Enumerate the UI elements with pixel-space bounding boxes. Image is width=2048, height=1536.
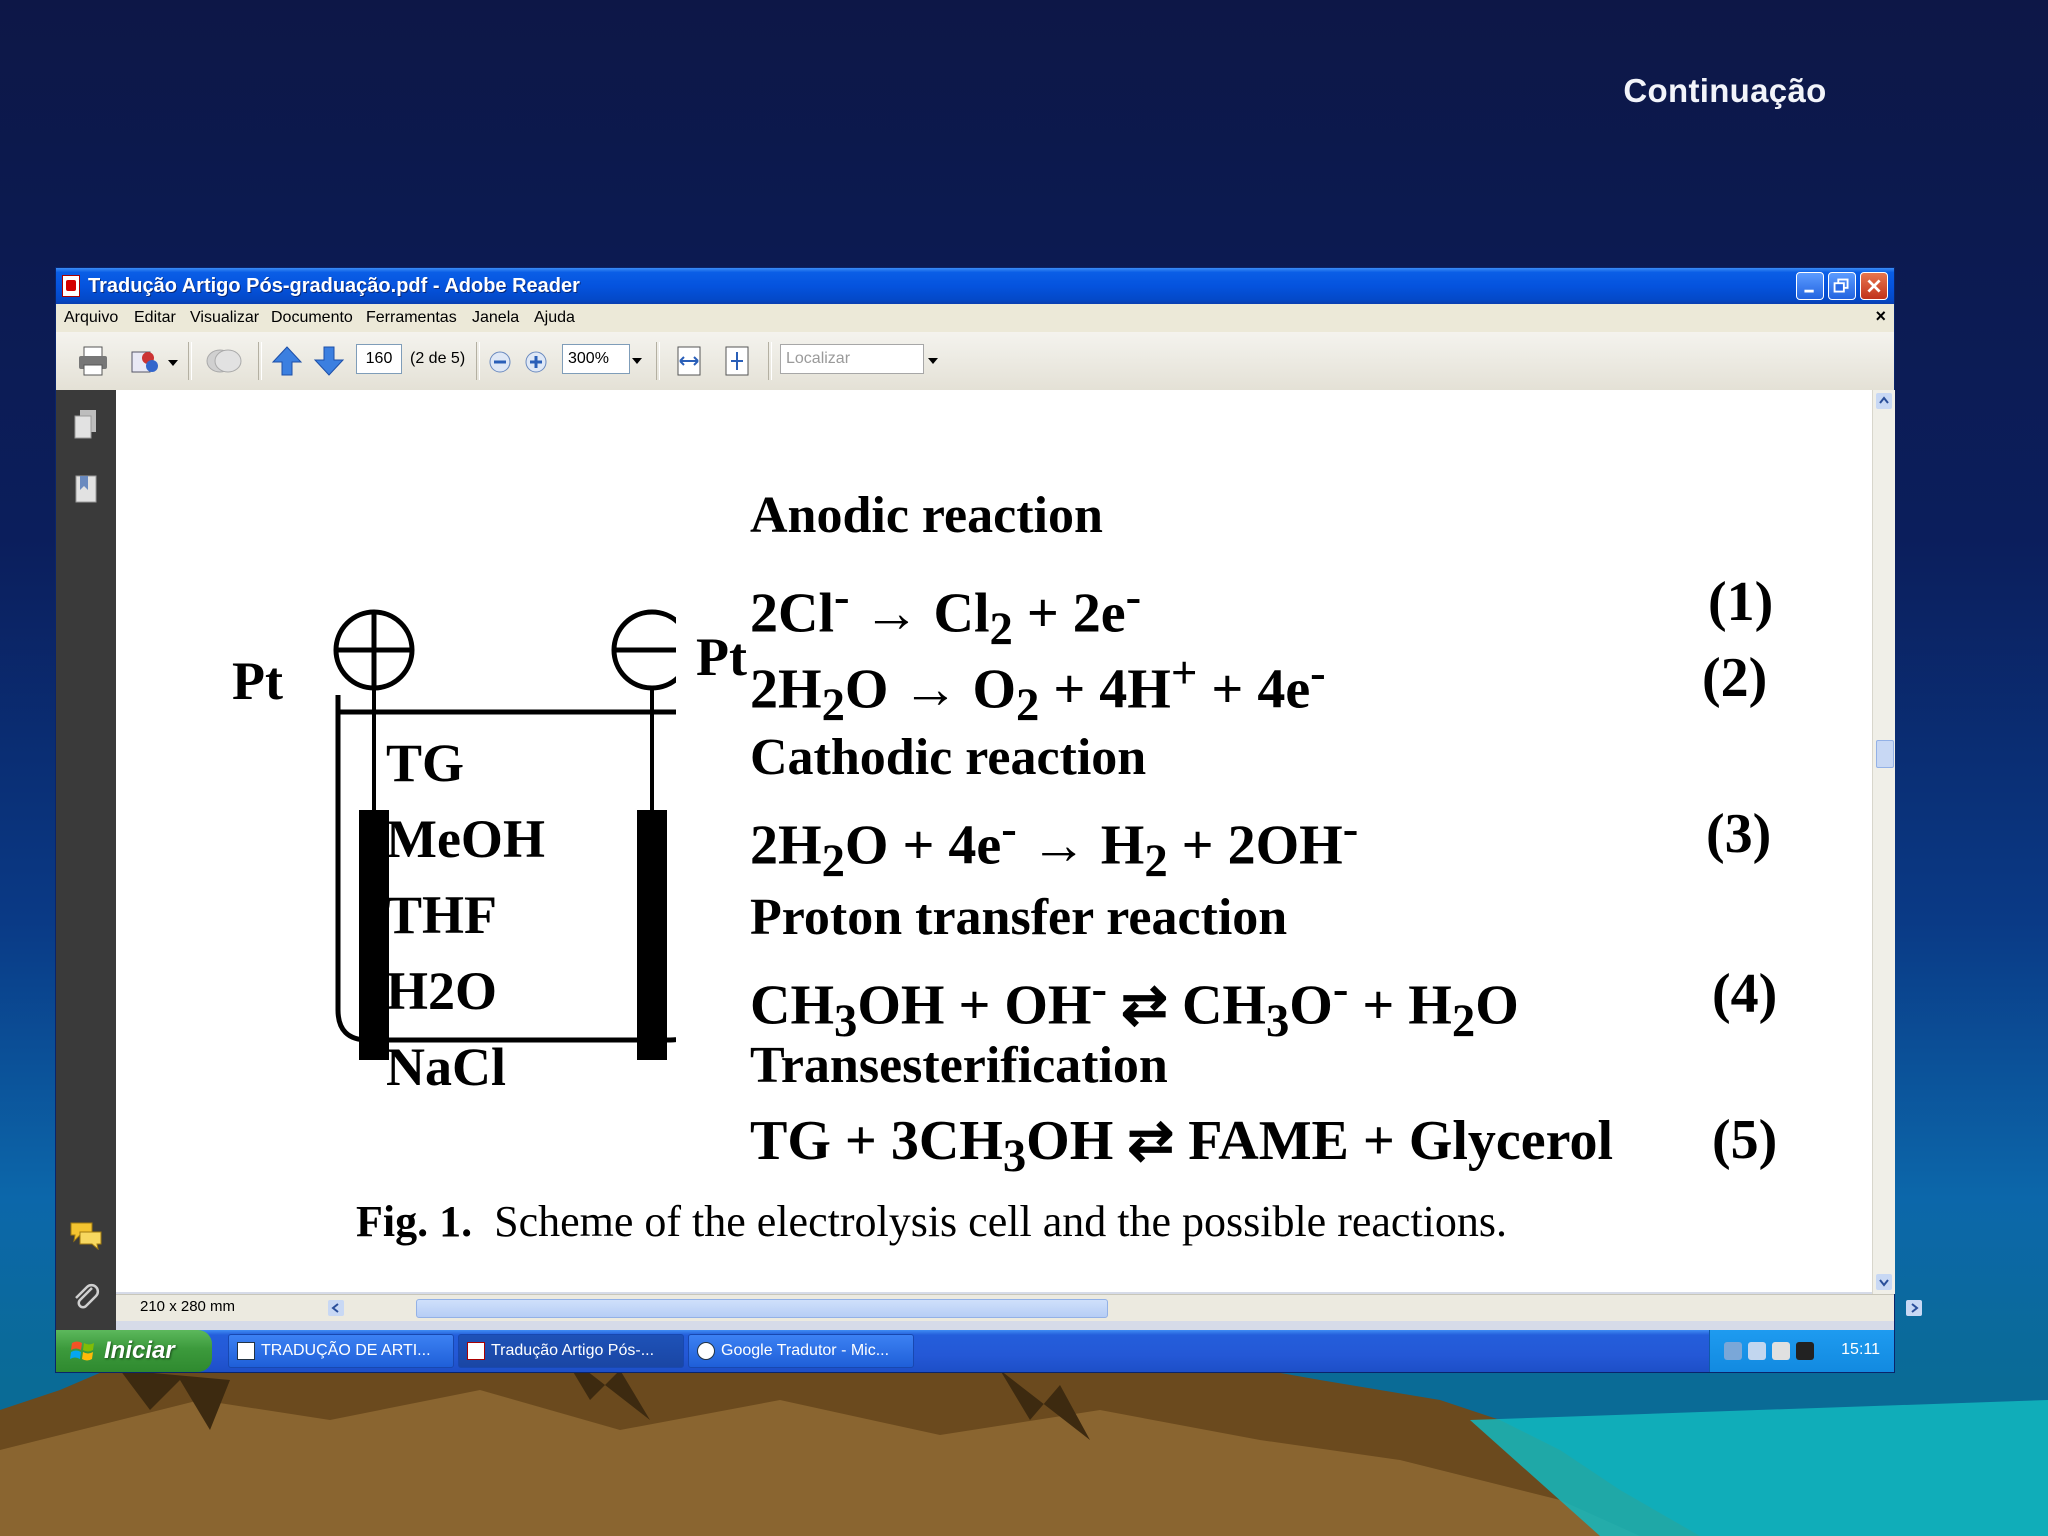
next-page-icon[interactable]	[312, 344, 346, 378]
taskbar	[56, 1330, 1894, 1372]
taskbar-item-browser[interactable]: Google Tradutor - Mic...	[688, 1334, 914, 1368]
zoom-in-icon[interactable]	[524, 350, 548, 374]
equation-2: $2H_2O \to O_2 + 4H^+ + 4e^-$	[750, 647, 1326, 731]
menu-editar[interactable]: Editar	[134, 309, 176, 326]
figure-label: Fig. 1.	[356, 1197, 473, 1246]
wifi-icon[interactable]	[1748, 1342, 1766, 1360]
clock: 15:11	[1841, 1341, 1880, 1358]
figure-caption	[356, 1196, 1507, 1247]
share-icon[interactable]	[128, 344, 162, 378]
anodic-heading: Anodic reaction	[750, 487, 1103, 544]
equation-number-4: (4)	[1712, 963, 1778, 1025]
print-icon[interactable]	[76, 344, 110, 378]
scroll-right-icon[interactable]	[1906, 1300, 1922, 1316]
ie-icon	[697, 1342, 715, 1360]
fit-page-icon[interactable]	[720, 344, 754, 378]
cell-label-tg: TG	[386, 733, 465, 793]
zoom-out-icon[interactable]	[488, 350, 512, 374]
equation-number-3: (3)	[1706, 803, 1772, 865]
slide-title: Continuação	[1623, 72, 1827, 109]
start-label: Iniciar	[104, 1337, 175, 1364]
equation-number-1: (1)	[1708, 571, 1774, 633]
windows-logo-icon	[70, 1339, 96, 1363]
vertical-scroll-thumb[interactable]	[1876, 740, 1894, 768]
toolbar-separator	[258, 342, 262, 380]
title-bar[interactable]	[56, 268, 1894, 304]
status-bar	[116, 1294, 1894, 1321]
pdf-icon	[467, 1342, 485, 1360]
page-count-label: (2 de 5)	[410, 350, 466, 367]
menu-visualizar[interactable]: Visualizar	[190, 309, 260, 326]
cell-label-h2o: H2O	[386, 961, 498, 1021]
attachment-icon[interactable]	[70, 1280, 102, 1312]
equation-3: $2H_2O + 4e^- \to H_2 + 2OH^-$	[750, 803, 1359, 887]
toolbar-separator	[768, 342, 772, 380]
pt-label-left: Pt	[232, 651, 283, 711]
pt-label-right: Pt	[696, 627, 747, 687]
menu-ajuda[interactable]: Ajuda	[534, 309, 575, 326]
search-dropdown-icon[interactable]	[928, 358, 938, 364]
search-input[interactable]: Localizar	[780, 344, 924, 374]
taskbar-item-word[interactable]: TRADUÇÃO DE ARTI...	[228, 1334, 454, 1368]
previous-page-icon[interactable]	[270, 344, 304, 378]
display-icon[interactable]	[1796, 1342, 1814, 1360]
cathodic-heading: Cathodic reaction	[750, 729, 1147, 786]
system-tray	[1709, 1330, 1894, 1372]
horizontal-scroll-thumb[interactable]	[416, 1299, 1108, 1318]
toolbar-separator	[476, 342, 480, 380]
equation-1: $2Cl^- \to Cl_2 + 2e^-$	[750, 571, 1142, 655]
page-number-input[interactable]: 160	[356, 344, 402, 374]
taskbar-item-adobe-reader[interactable]: Tradução Artigo Pós-...	[458, 1334, 684, 1368]
collaborate-icon[interactable]	[204, 344, 244, 378]
word-icon	[237, 1342, 255, 1360]
network-icon[interactable]	[1724, 1342, 1742, 1360]
pdf-app-icon	[62, 275, 80, 297]
menu-bar	[56, 304, 1894, 333]
toolbar-separator	[656, 342, 660, 380]
scroll-left-icon[interactable]	[328, 1300, 344, 1316]
proton-transfer-heading: Proton transfer reaction	[750, 889, 1288, 946]
cathode-electrode	[637, 810, 667, 1060]
figure-caption-text: Scheme of the electrolysis cell and the possible reactions.	[494, 1197, 1508, 1246]
menu-ferramentas[interactable]: Ferramentas	[366, 309, 457, 326]
page-size-label: 210 x 280 mm	[140, 1298, 236, 1315]
restore-button[interactable]	[1828, 272, 1856, 300]
document-close-icon[interactable]: ×	[1875, 306, 1886, 326]
equation-number-5: (5)	[1712, 1109, 1778, 1171]
share-dropdown-icon[interactable]	[168, 360, 178, 366]
cell-label-thf: THF	[386, 885, 498, 945]
toolbar	[56, 332, 1894, 391]
menu-janela[interactable]: Janela	[472, 309, 520, 326]
pdf-page	[116, 390, 1894, 1292]
equation-number-2: (2)	[1702, 647, 1768, 709]
scroll-down-icon[interactable]	[1876, 1274, 1892, 1290]
pages-panel-icon[interactable]	[72, 408, 100, 440]
window-title: Tradução Artigo Pós-graduação.pdf - Adobe Reader	[88, 275, 580, 297]
close-button[interactable]	[1860, 272, 1888, 300]
fit-width-icon[interactable]	[672, 344, 706, 378]
anode-electrode	[359, 810, 389, 1060]
transesterification-heading: Transesterification	[750, 1037, 1168, 1094]
cell-label-meoh: MeOH	[386, 809, 545, 869]
bookmarks-panel-icon[interactable]	[72, 472, 100, 504]
adobe-reader-window	[56, 268, 1894, 1372]
zoom-input[interactable]: 300%	[562, 344, 630, 374]
scroll-up-icon[interactable]	[1876, 393, 1892, 409]
navigation-sidebar	[56, 390, 116, 1330]
cell-label-nacl: NaCl	[386, 1037, 506, 1097]
toolbar-separator	[188, 342, 192, 380]
vertical-scrollbar[interactable]	[1872, 390, 1895, 1294]
equation-4: $CH_3OH + OH^-$ ⇄ $CH_3O^- + H_2O$	[750, 963, 1519, 1047]
menu-arquivo[interactable]: Arquivo	[64, 309, 119, 326]
start-button[interactable]	[56, 1330, 212, 1372]
volume-icon[interactable]	[1772, 1342, 1790, 1360]
zoom-dropdown-icon[interactable]	[632, 358, 642, 364]
minimize-button[interactable]	[1796, 272, 1824, 300]
equation-5: TG + $3CH_3OH$ ⇄ FAME + Glycerol	[750, 1110, 1614, 1183]
comments-icon[interactable]	[68, 1220, 104, 1250]
menu-documento[interactable]: Documento	[271, 309, 353, 326]
